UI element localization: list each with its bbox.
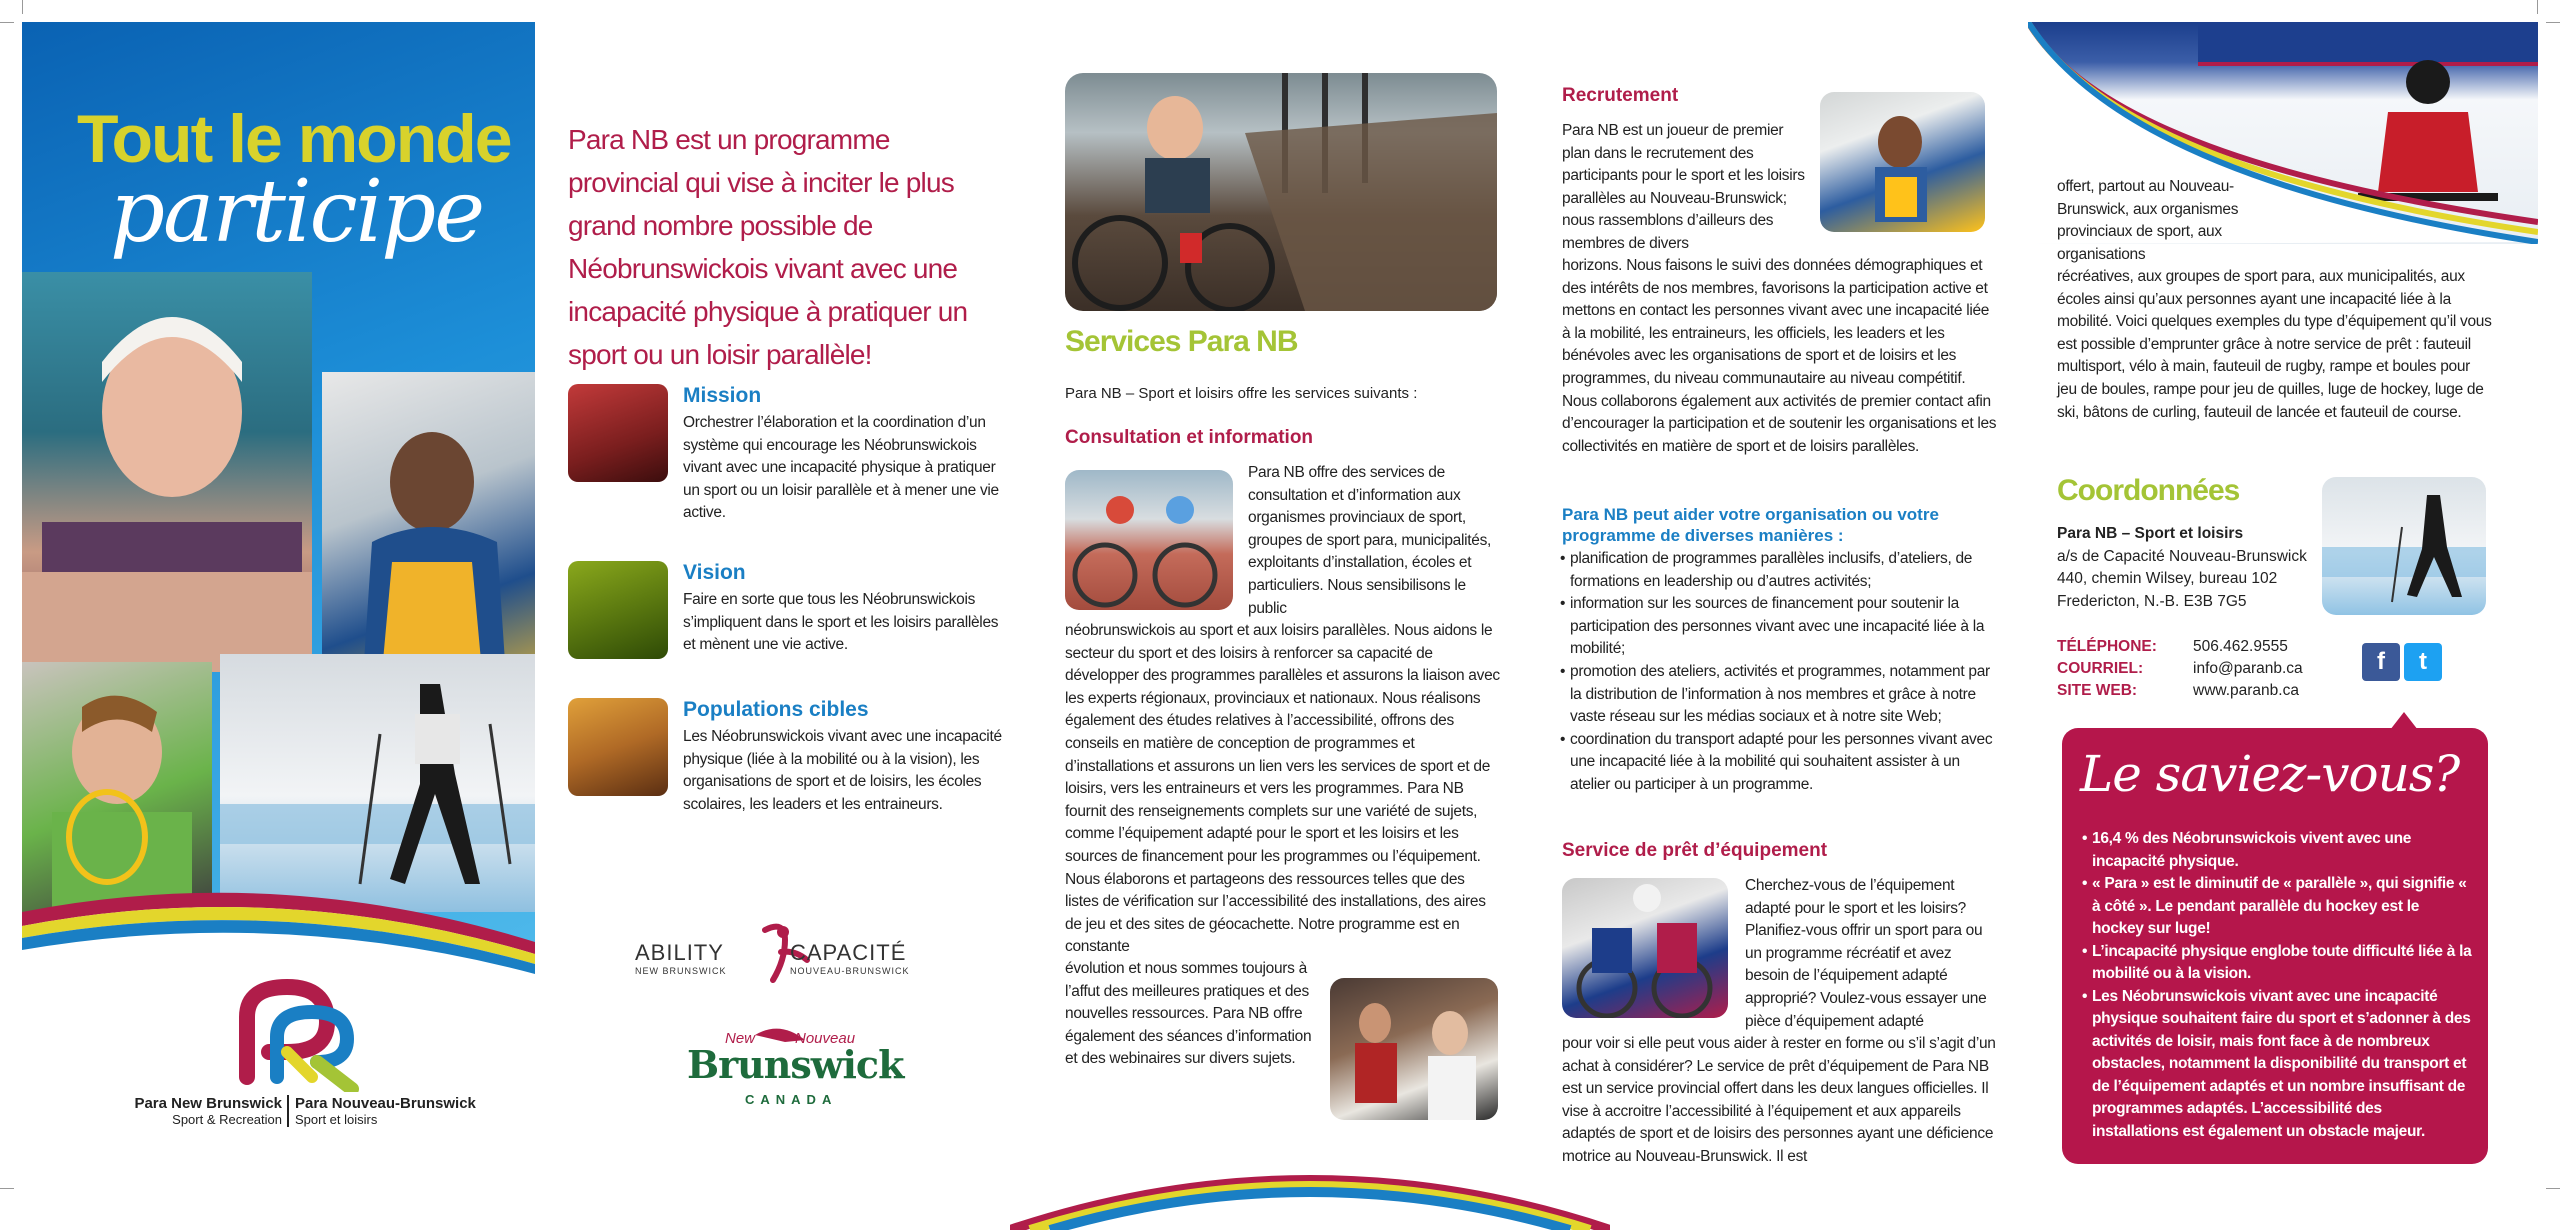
logo-name-fr: Para Nouveau-Brunswick xyxy=(295,1095,476,1112)
vision-block xyxy=(568,561,998,661)
help-heading: Para NB peut aider votre organisation ou votre programme de diverses manières : xyxy=(1562,505,1939,545)
logo-sub-fr: Sport et loisirs xyxy=(295,1112,378,1127)
help-list xyxy=(1560,548,2000,797)
help-item: • planification de programmes parallèles inclusifs, d’ateliers, de formations en leadership ou d’autres activités; xyxy=(1560,548,2000,593)
logo-sub-en: Sport & Recreation xyxy=(172,1112,282,1127)
email-value[interactable]: info@paranb.ca xyxy=(2193,660,2303,677)
contact-title: Coordonnées xyxy=(2057,474,2240,507)
phone-value[interactable]: 506.462.9555 xyxy=(2193,638,2288,655)
twitter-icon[interactable]: t xyxy=(2404,643,2442,681)
website-label: SITE WEB: xyxy=(2057,682,2138,699)
ability-right-text: CAPACITÉ xyxy=(790,940,907,965)
ability-right-sub: NOUVEAU-BRUNSWICK xyxy=(790,966,910,976)
crop-mark xyxy=(22,0,23,14)
consultation-text-end: évolution et nous sommes toujours à l’affut des meilleures pratiques et des nouvelles ressources. Para NB offre également des séances d’information et des webinaires sur divers sujets. xyxy=(1065,960,1312,1068)
crop-mark xyxy=(2546,22,2560,23)
ability-capacite-logo xyxy=(635,920,935,990)
wheelchair-rugby-photo xyxy=(1562,878,1728,1018)
nb-brunswick-text: Brunswick xyxy=(687,1042,904,1087)
kayak-photo xyxy=(1820,92,1985,232)
loan-continuation-wrap: offert, partout au Nouveau-Brunswick, aux organismes provinciaux de sport, aux organisations xyxy=(2057,178,2239,263)
loan-heading: Service de prêt d’équipement xyxy=(1562,840,1828,861)
populations-text: Les Néobrunswickois vivant avec une incapacité physique (liée à la mobilité ou à la vision), les organisations de sport et de loisirs, les écoles scolaires, les leaders et les entraineurs. xyxy=(683,728,1002,813)
help-item: • promotion des ateliers, activités et programmes, notamment par la distribution de l’information à nos membres et grâce à notre vaste réseau sur les médias sociaux et à notre site Web; xyxy=(1560,661,2000,729)
fact-item: • L’incapacité physique englobe toute difficulté liée à la mobilité ou à la vision. xyxy=(2082,941,2472,986)
fact-item: • 16,4 % des Néobrunswickois vivent avec une incapacité physique. xyxy=(2082,828,2472,873)
recruitment-heading: Recrutement xyxy=(1562,85,1679,106)
populations-heading: Populations cibles xyxy=(683,698,869,721)
vision-thumbnail xyxy=(568,561,668,659)
racing-wheelchair-photo xyxy=(1065,470,1233,610)
services-subtitle: Para NB – Sport et loisirs offre les services suivants : xyxy=(1065,385,1418,402)
did-you-know-title: Le saviez-vous? xyxy=(2080,745,2460,803)
populations-thumbnail xyxy=(568,698,668,796)
logo-name-en: Para New Brunswick xyxy=(134,1095,282,1112)
populations-block xyxy=(568,698,1002,838)
recruitment-text-wrap: Para NB est un joueur de premier plan dans le recrutement des participants pour le sport et les loisirs parallèles au Nouveau-Brunswick; nous rassemblons d’ailleurs des membres de divers xyxy=(1562,122,1805,252)
ability-left-sub: NEW BRUNSWICK xyxy=(635,966,727,976)
loan-text-wrap: Cherchez-vous de l’équipement adapté pour le sport et les loisirs? Planifiez-vous offrir un sport para ou un programme récréatif et avez besoin de l’équipement adapté approprié? Voulez-vous essayer une pièce d’équipement adapté xyxy=(1745,877,1987,1030)
logo-text-french xyxy=(287,1095,487,1127)
address-line: Fredericton, N.-B. E3B 7G5 xyxy=(2057,592,2247,610)
crop-mark xyxy=(2546,1188,2560,1189)
loan-continuation: récréatives, aux groupes de sport para, aux municipalités, aux écoles ainsi qu’aux personnes ayant une incapacité liée à la mobilité. Voici quelques exemples du type d’équipement qu’il vous est possible d’emprunter grâce à notre service de prêt : fauteuil multisport, vélo à main, fauteuil de rugby, rampe et boules pour jeu de boules, rampe pour jeu de quilles, luge de hockey, luge de ski, bâtons de curling, fauteuil de lancée et fauteuil de course. xyxy=(2057,268,2492,421)
crop-mark xyxy=(2537,0,2538,14)
cover-title-line2: participe xyxy=(110,162,484,262)
help-item: • information sur les sources de financement pour soutenir la participation des personnes vivant avec une incapacité liée à la mobilité; xyxy=(1560,593,2000,661)
intro-paragraph: Para NB est un programme provincial qui vise à inciter le plus grand nombre possible de Néobrunswickois vivant avec une incapacité physique à pratiquer un sport ou un loisir parallèle! xyxy=(568,124,968,370)
consultation-text-wrap: Para NB offre des services de consultation et d’information aux organismes provinciaux de sport, groupes de sport para, municipalités, exploitants d’installation, écoles et particuliers. Nous sensibilisons le public xyxy=(1248,464,1492,617)
org-name: Para NB – Sport et loisirs xyxy=(2057,525,2244,542)
cover-title-line1: Tout le monde xyxy=(77,101,511,177)
ability-left-text: ABILITY xyxy=(635,940,724,965)
consultation-heading: Consultation et information xyxy=(1065,427,1314,448)
kayaker-photo xyxy=(322,372,535,692)
handcycle-bridge-photo xyxy=(1065,73,1497,311)
tennis-photo xyxy=(22,662,212,912)
consultation-text: néobrunswickois au sport et aux loisirs parallèles. Nous aidons le secteur du sport et des loisirs à renforcer sa capacité de développer des programmes parallèles et assurons la liaison avec les experts régionaux, provinciaux et nationaux. Nous réalisons également des études relatives à l’accessibilité, offrons des conseils en matière de conception de programmes et d’installations et assurons un lien vers les services de sport et de loisirs, vers les entraineurs et vers les programmes. Para NB fournit des renseignements complets sur une variété de sujets, comme l’équipement adapté pour le sport et les loisirs et les sources de financement pour les programmes ou l’équipement. Nous élaborons et partageons des ressources telles que des listes de vérification sur l’accessibilité des installations, des aires de jeu et des sites de géocachette. Notre programme est en constante xyxy=(1065,622,1500,956)
new-brunswick-logo xyxy=(685,1020,904,1120)
website-value[interactable]: www.paranb.ca xyxy=(2193,682,2299,699)
bottom-swoosh-decoration xyxy=(1010,1130,1610,1230)
cover-panel xyxy=(22,22,535,1230)
mission-text: Orchestrer l’élaboration et la coordination d’un système qui encourage les Néobrunswickois vivant avec une incapacité physique à pratiquer un sport ou un loisir parallèle et à mener une vie active. xyxy=(683,414,999,521)
mission-thumbnail xyxy=(568,384,668,482)
nb-nouveau-text: Nouveau xyxy=(795,1030,856,1047)
phone-label: TÉLÉPHONE: xyxy=(2057,638,2157,655)
loan-text: pour voir si elle peut vous aider à rester en forme ou s’il s’agit d’un achat à considérer? Le service de prêt d’équipement de Para NB est un service provincial offert dans les deux langues officielles. Il vise à accroitre l’accessibilité à l’équipement et aux appareils adaptés de sport et de loisirs des personnes ayant une déficience motrice au Nouveau-Brunswick. Il est xyxy=(1562,1035,1996,1165)
fact-item: • Les Néobrunswickois vivant avec une incapacité physique souhaitent faire du sport et s’adonner à des activités de loisir, mais font face à de nombreux obstacles, notamment la disponibilité du transport et de l’équipement adaptés et un nombre insuffisant de programmes adaptés. L’accessibilité des installations est également un obstacle majeur. xyxy=(2082,986,2472,1144)
recruitment-text: horizons. Nous faisons le suivi des données démographiques et des intérêts de nos membres, favorisons la participation active et mettons en contact les personnes vivant avec une incapacité liée à la mobilité, les entraineurs, les officiels, les leaders et les bénévoles avec les organisations de sport et de loisirs et les programmes, du niveau communautaire au niveau compétitif. Nous collaborons également aux activités de premier contact afin d’encourager la participation et de soutenir les organisations et les collectivités en matière de sport et de loisirs parallèles. xyxy=(1562,257,1997,455)
address-line: 440, chemin Wilsey, bureau 102 xyxy=(2057,570,2278,587)
email-label: COURRIEL: xyxy=(2057,660,2144,677)
skier-photo xyxy=(220,654,535,912)
logo-text-english xyxy=(122,1095,282,1127)
nb-new-text: New xyxy=(725,1030,756,1047)
facebook-icon[interactable]: f xyxy=(2362,643,2400,681)
vision-text: Faire en sorte que tous les Néobrunswickois s’impliquent dans le sport et les loisirs parallèles et mènent une vie active. xyxy=(683,591,999,653)
fact-item: • « Para » est le diminutif de « parallèle », qui signifie « à côté ». Le pendant parallèle du hockey est le hockey sur luge! xyxy=(2082,873,2472,941)
crop-mark xyxy=(0,1188,14,1189)
nb-canada-text: CANADA xyxy=(745,1092,838,1107)
para-nb-logo xyxy=(217,977,367,1092)
fitness-class-photo xyxy=(1330,978,1498,1120)
services-title: Services Para NB xyxy=(1065,325,1298,358)
mission-block xyxy=(568,384,999,521)
cross-country-ski-photo xyxy=(2322,477,2486,615)
mission-heading: Mission xyxy=(683,384,762,407)
contact-address xyxy=(2057,523,2307,613)
swimmer-photo xyxy=(22,272,312,672)
vision-heading: Vision xyxy=(683,561,746,584)
help-item: • coordination du transport adapté pour les personnes vivant avec une incapacité liée à la mobilité qui souhaitent assister à un atelier ou participer à un programme. xyxy=(1560,729,2000,797)
address-line: a/s de Capacité Nouveau-Brunswick xyxy=(2057,547,2307,565)
did-you-know-list xyxy=(2082,828,2472,1143)
crop-mark xyxy=(0,22,14,23)
